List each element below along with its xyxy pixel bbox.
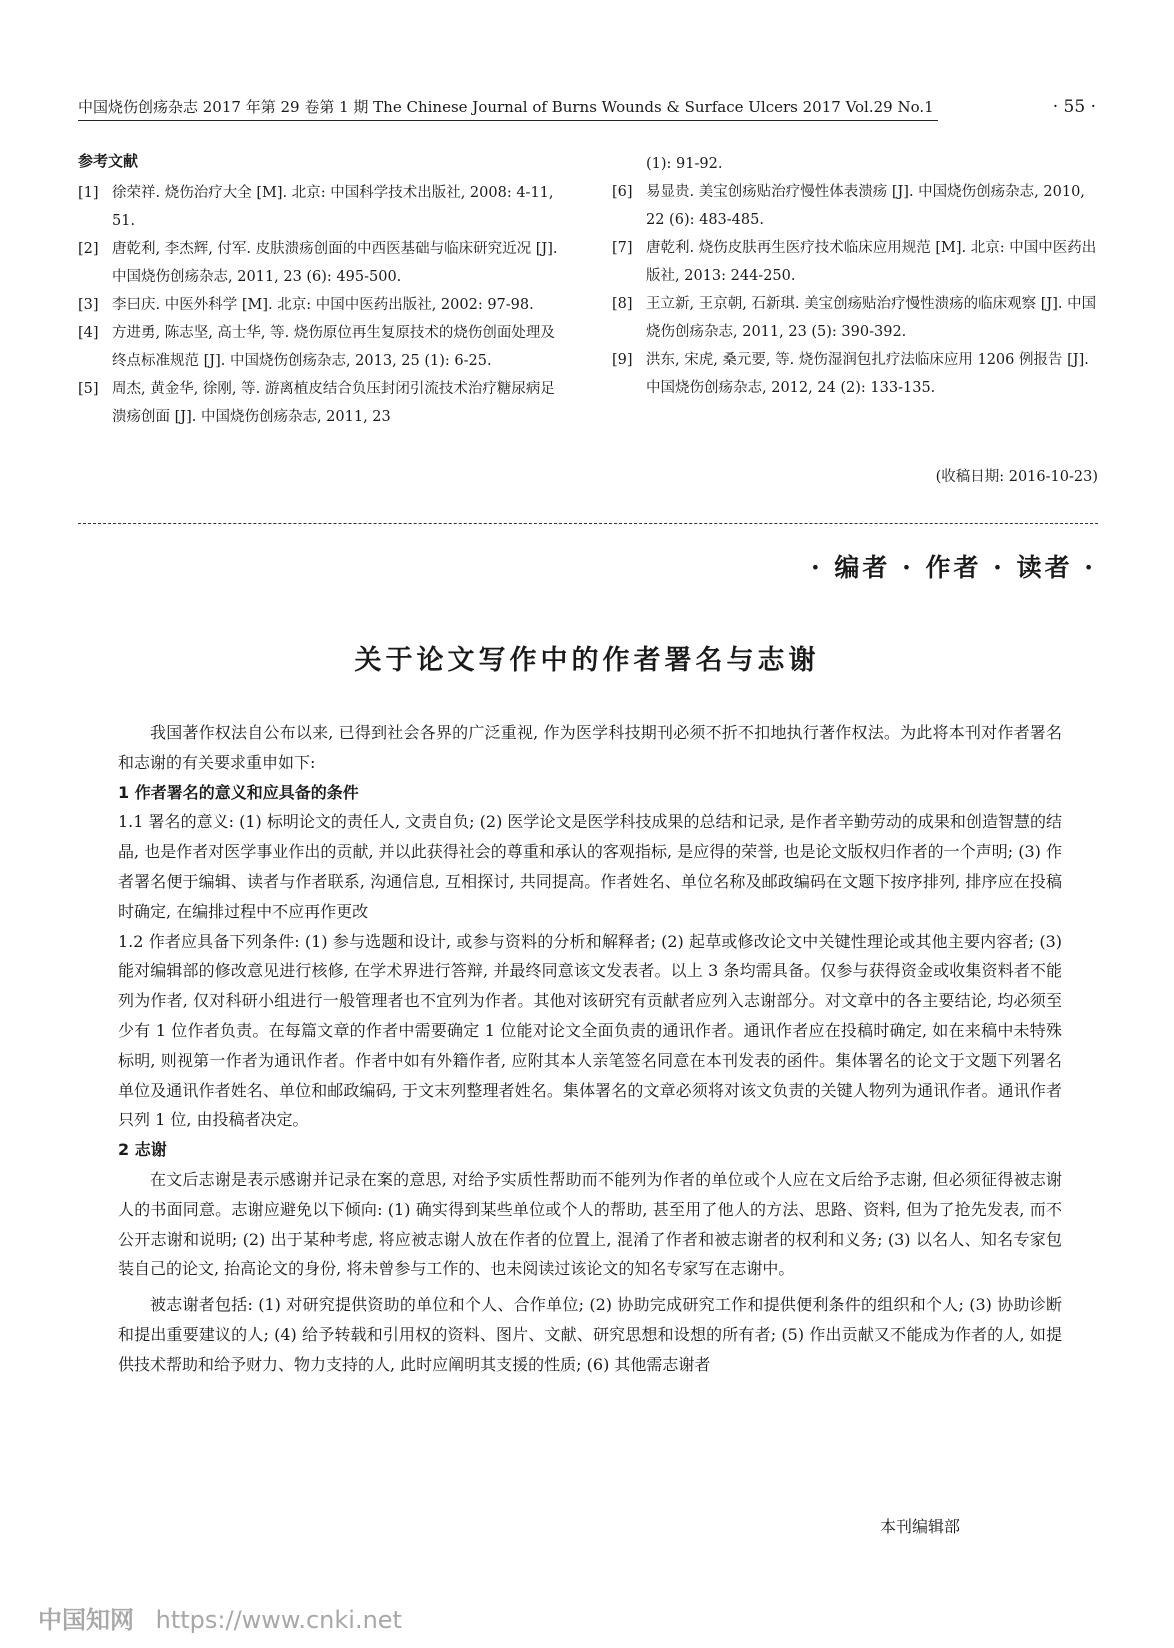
received-date: (收稿日期: 2016-10-23) (935, 469, 1098, 485)
reference-item (612, 234, 1098, 290)
reference-number: [6] (612, 184, 633, 200)
reference-item (78, 375, 568, 431)
paragraph-2-b: 被志谢者包括: (1) 对研究提供资助的单位和个人、合作单位; (2) 协助完成研究工作和提供便利条件的组织和个人; (3) 协助诊断和提出重要建议的人; (4) 给予转载和引用权的资料、图片、文献、研究思想和设想的所有者; (5) 作出贡献又不能成为作者的人, 如提供技术帮助和给予财力、物力支持的人, 此时应阐明其支援的性质; (6) 其他需志谢者 (118, 1295, 1062, 1374)
paragraph-1-1: 1.1 署名的意义: (1) 标明论文的责任人, 文责自负; (2) 医学论文是医学科技成果的总结和记录, 是作者辛勤劳动的成果和创造智慧的结晶, 也是作者对医学事业作出的贡献, 并以此获得社会的尊重和承认的客观指标, 是应得的荣誉, 也是论文版权归作者的一个声明; (3) 作者署名便于编辑、读者与作者联系, 沟通信息, 互相探讨, 共同提高。作者姓名、单位名称及邮政编码在文题下按序排列, 排序应在投稿时确定, 在编排过程中不应再作更改 (118, 812, 1062, 921)
reference-continuation: (1): 91-92. (646, 156, 723, 172)
cnki-url: https://www.cnki.net (155, 1606, 402, 1634)
section-heading-1: 1 作者署名的意义和应具备的条件 (118, 782, 359, 802)
reference-number: [4] (78, 325, 99, 341)
paragraph-1-2: 1.2 作者应具备下列条件: (1) 参与选题和设计, 或参与资料的分析和解释者; (2) 起草或修改论文中关键性理论或其他主要内容者; (3) 能对编辑部的修改意见进行核修, 在学术界进行答辩, 并最终同意该文发表者。以上 3 条均需具备。仅参与获得资金或收集资料者不能列为作者, 仅对科研小组进行一般管理者也不宜列为作者。其他对该研究有贡献者应列入志谢部分。对文章中的各主要结论, 均必须至少有 1 位作者负责。在每篇文章的作者中需要确定 1 位能对论文全面负责的通讯作者。通讯作者应在投稿时确定, 如在来稿中未特殊标明, 则视第一作者为通讯作者。作者中如有外籍作者, 应附其本人亲笔签名同意在本刊发表的函件。集体署名的论文于文题下列署名单位及通讯作者姓名、单位和邮政编码, 于文末列整理者姓名。集体署名的文章必须将对该文负责的关键人物列为通讯作者。通讯作者只列 1 位, 由投稿者决定。 (118, 931, 1062, 1130)
reference-text: 洪东, 宋虎, 桑元要, 等. 烧伤湿润包扎疗法临床应用 1206 例报告 [J]. 中国烧伤创疡杂志, 2012, 24 (2): 133-135. (646, 352, 1089, 396)
reference-item (78, 291, 568, 319)
article-title: 关于论文写作中的作者署名与志谢 (354, 645, 820, 676)
reference-number: [7] (612, 240, 633, 256)
reference-item (78, 179, 568, 235)
reference-number: [8] (612, 296, 633, 312)
reference-number: [1] (78, 185, 99, 201)
reference-number: [9] (612, 352, 633, 368)
editorial-signature: 本刊编辑部 (880, 1517, 961, 1536)
reference-text: 方进勇, 陈志坚, 高士华, 等. 烧伤原位再生复原技术的烧伤创面处理及终点标准规范 [J]. 中国烧伤创疡杂志, 2013, 25 (1): 6-25. (112, 325, 555, 369)
paragraph-2-a: 在文后志谢是表示感谢并记录在案的意思, 对给予实质性帮助而不能列为作者的单位或个人应在文后给予志谢, 但必须征得被志谢人的书面同意。志谢应避免以下倾向: (1) 确实得到某些单位或个人的帮助, 甚至用了他人的方法、思路、资料, 但为了抢先发表, 而不公开志谢和说明; (2) 出于某种考虑, 将应被志谢人放在作者的位置上, 混淆了作者和被志谢者的权利和义务; (3) 以名人、知名专家包装自己的论文, 抬高论文的身份, 将未曾参与工作的、也未阅读过该论文的知名专家写在志谢中。 (118, 1169, 1062, 1279)
references-column-left (78, 150, 568, 431)
running-header (78, 94, 1096, 120)
intro-paragraph: 我国著作权法自公布以来, 已得到社会各界的广泛重视, 作为医学科技期刊必须不折不扣地执行著作权法。为此将本刊对作者署名和志谢的有关要求重申如下: (118, 723, 1062, 772)
reference-text: 易显贵. 美宝创疡贴治疗慢性体表溃疡 [J]. 中国烧伤创疡杂志, 2010, 22 (6): 483-485. (646, 184, 1085, 228)
reference-item (78, 319, 568, 375)
article-body (118, 718, 1062, 1380)
references-heading: 参考文献 (78, 152, 139, 170)
reference-text: 李曰庆. 中医外科学 [M]. 北京: 中国中医药出版社, 2002: 97-98. (112, 297, 534, 313)
reference-item (612, 290, 1098, 346)
cnki-watermark (38, 1600, 402, 1635)
reference-number: [5] (78, 381, 99, 397)
reference-text: 唐乾利. 烧伤皮肤再生医疗技术临床应用规范 [M]. 北京: 中国中医药出版社, 2013: 244-250. (646, 240, 1097, 284)
reference-item (78, 235, 568, 291)
journal-running-title: 中国烧伤创疡杂志 2017 年第 29 卷第 1 期 The Chinese Journal of Burns Wounds & Surface Ulcers 2017 Vol.29 No.1 (78, 94, 938, 121)
section-divider (78, 523, 1098, 524)
reference-text: 王立新, 王京朝, 石新琪. 美宝创疡贴治疗慢性溃疡的临床观察 [J]. 中国烧伤创疡杂志, 2011, 23 (5): 390-392. (646, 296, 1097, 340)
reference-text: 徐荣祥. 烧伤治疗大全 [M]. 北京: 中国科学技术出版社, 2008: 4-11, 51. (112, 185, 554, 229)
reference-item (612, 178, 1098, 234)
reference-number: [2] (78, 241, 99, 257)
section-heading-2: 2 志谢 (118, 1140, 167, 1160)
reference-text: 周杰, 黄金华, 徐刚, 等. 游离植皮结合负压封闭引流技术治疗糖尿病足溃疡创面 [J]. 中国烧伤创疡杂志, 2011, 23 (112, 381, 555, 425)
references-column-right (612, 150, 1098, 402)
section-label: · 编者 · 作者 · 读者 · (810, 553, 1096, 582)
reference-item (612, 346, 1098, 402)
reference-text: 唐乾利, 李杰辉, 付军. 皮肤溃疡创面的中西医基础与临床研究近况 [J]. 中国烧伤创疡杂志, 2011, 23 (6): 495-500. (112, 241, 558, 285)
page-number: · 55 · (1052, 97, 1096, 117)
cnki-logo: 中国知网 (38, 1606, 134, 1634)
reference-number: [3] (78, 297, 99, 313)
